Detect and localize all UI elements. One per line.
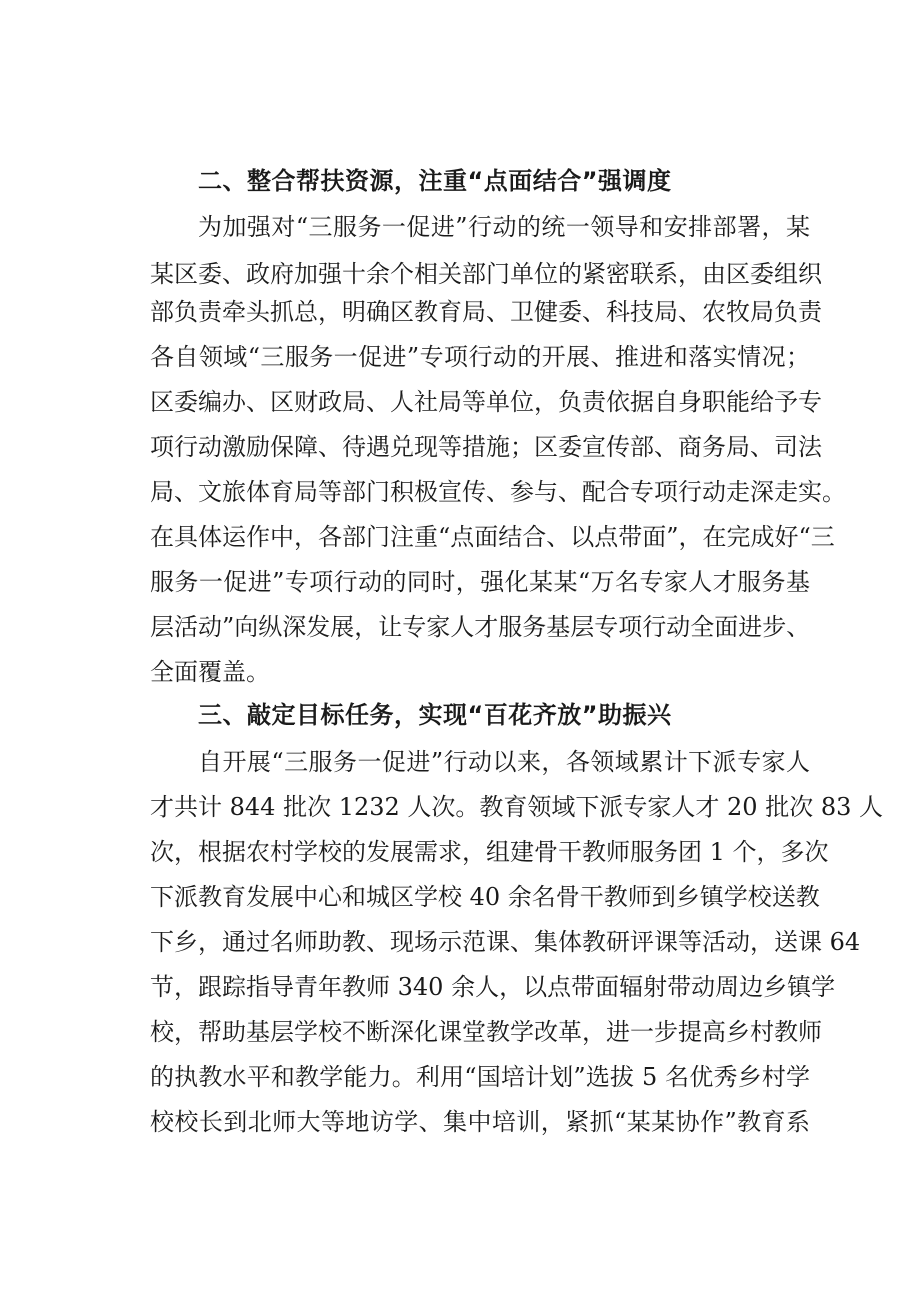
section-2-line: 项行动激励保障、待遇兑现等措施；区委宣传部、商务局、司法: [150, 433, 822, 461]
section-2-line: 部负责牵头抓总，明确区教育局、卫健委、科技局、农牧局负责: [150, 298, 822, 326]
section-3-line: 校，帮助基层学校不断深化课堂教学改革，进一步提高乡村教师: [150, 1018, 822, 1046]
section-2-line: 为加强对“三服务一促进”行动的统一领导和安排部署，某: [198, 213, 810, 241]
section-2-line: 层活动”向纵深发展，让专家人才服务基层专项行动全面进步、: [150, 613, 811, 641]
section-3-line: 自开展“三服务一促进”行动以来，各领域累计下派专家人: [198, 748, 810, 776]
section-3-heading: 三、敲定目标任务，实现“百花齐放”助振兴: [198, 701, 672, 729]
section-2-line: 某区委、政府加强十余个相关部门单位的紧密联系，由区委组织: [150, 260, 822, 288]
section-2-line: 局、文旅体育局等部门积极宣传、参与、配合专项行动走深走实。: [150, 478, 846, 506]
section-3-line: 校校长到北师大等地访学、集中培训，紧抓“某某协作”教育系: [150, 1108, 810, 1136]
section-3-line: 下派教育发展中心和城区学校 40 余名骨干教师到乡镇学校送教: [150, 883, 820, 911]
section-2-line: 在具体运作中，各部门注重“点面结合、以点带面”，在完成好“三: [150, 523, 835, 551]
section-2-line: 服务一促进”专项行动的同时，强化某某“万名专家人才服务基: [150, 568, 810, 596]
section-3-line: 次，根据农村学校的发展需求，组建骨干教师服务团 1 个，多次: [150, 838, 829, 866]
section-2-line: 区委编办、区财政局、人社局等单位，负责依据自身职能给予专: [150, 388, 822, 416]
section-3-line: 节，跟踪指导青年教师 340 余人，以点带面辐射带动周边乡镇学: [150, 973, 836, 1001]
section-3-line: 下乡，通过名师助教、现场示范课、集体教研评课等活动，送课 64: [150, 928, 861, 956]
section-3-line: 的执教水平和教学能力。利用“国培计划”选拔 5 名优秀乡村学: [150, 1063, 810, 1091]
section-2-line: 全面覆盖。: [150, 658, 270, 686]
section-3-line: 才共计 844 批次 1232 人次。教育领域下派专家人才 20 批次 83 人: [150, 793, 883, 821]
section-2-line: 各自领域“三服务一促进”专项行动的开展、推进和落实情况；: [150, 343, 810, 371]
section-2-heading: 二、整合帮扶资源，注重“点面结合”强调度: [198, 167, 672, 195]
